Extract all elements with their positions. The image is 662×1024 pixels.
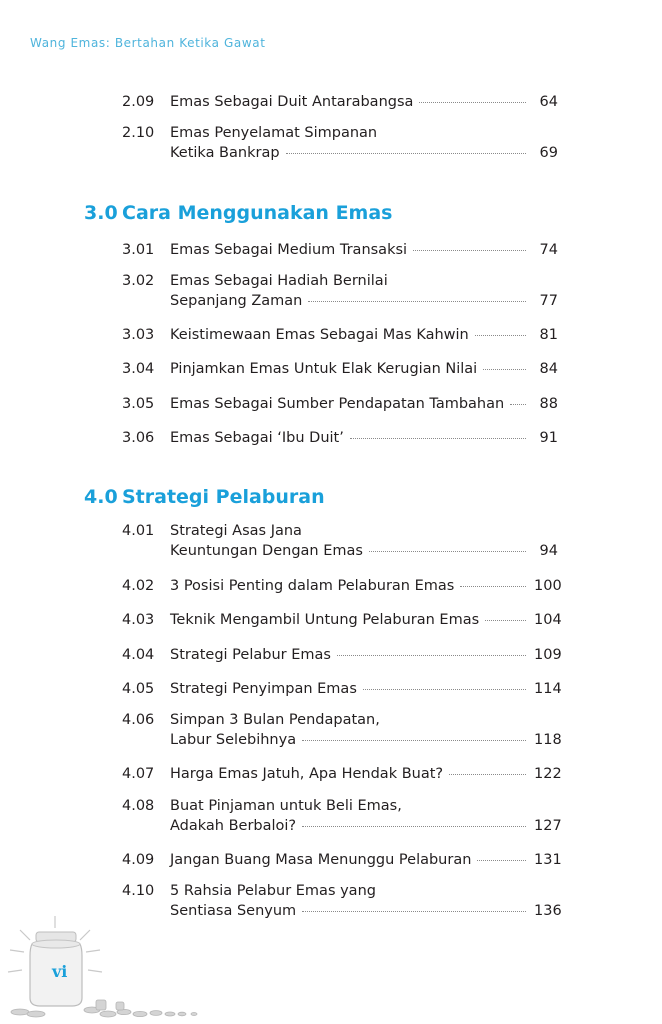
entry-title: Harga Emas Jatuh, Apa Hendak Buat?	[170, 766, 444, 782]
entry-number: 3.05	[122, 396, 155, 412]
entry-title-row	[170, 325, 558, 345]
entry-title-row	[170, 394, 558, 414]
dot-leader	[510, 402, 526, 405]
section-number: 4.0	[84, 486, 118, 508]
dot-leader	[460, 584, 526, 587]
entry-page: 88	[539, 396, 558, 412]
entry-number: 4.10	[122, 883, 155, 899]
entry-title-row	[170, 541, 558, 561]
entry-title: Jangan Buang Masa Menunggu Pelaburan	[170, 852, 472, 868]
section-title: Strategi Pelaburan	[122, 486, 325, 508]
entry-page: 127	[534, 818, 562, 834]
dot-leader	[302, 909, 526, 912]
page-number: vi	[52, 962, 68, 981]
entry-title-row	[170, 645, 562, 665]
entry-page: 91	[539, 430, 558, 446]
entry-title-row	[170, 901, 562, 921]
entry-title: 3 Posisi Penting dalam Pelaburan Emas	[170, 578, 455, 594]
entry-title-row	[170, 143, 558, 163]
entry-number: 3.01	[122, 242, 155, 258]
entry-title-row	[170, 92, 558, 112]
entry-number: 3.04	[122, 361, 155, 377]
entry-title: Emas Sebagai ‘Ibu Duit’	[170, 430, 344, 446]
dot-leader	[477, 858, 526, 861]
entry-page: 81	[539, 327, 558, 343]
entry-title-row	[170, 291, 558, 311]
dot-leader	[449, 772, 526, 775]
dot-leader	[363, 687, 526, 690]
section-number: 3.0	[84, 202, 118, 224]
entry-title: Emas Sebagai Medium Transaksi	[170, 242, 408, 258]
entry-title: Emas Sebagai Sumber Pendapatan Tambahan	[170, 396, 505, 412]
entry-title: Pinjamkan Emas Untuk Elak Kerugian Nilai	[170, 361, 478, 377]
entry-title-row	[170, 679, 562, 699]
running-head: Wang Emas: Bertahan Ketika Gawat	[30, 36, 266, 50]
entry-title: Labur Selebihnya	[170, 732, 297, 748]
entry-title: Sentiasa Senyum	[170, 903, 297, 919]
entry-title: Adakah Berbaloi?	[170, 818, 297, 834]
entry-page: 104	[534, 612, 562, 628]
entry-page: 131	[534, 852, 562, 868]
dot-leader	[369, 549, 526, 552]
dot-leader	[302, 738, 526, 741]
entry-title: Strategi Pelabur Emas	[170, 647, 331, 663]
entry-title-row	[170, 359, 558, 379]
entry-title: Strategi Penyimpan Emas	[170, 681, 357, 697]
coin-jar-icon	[0, 910, 220, 1024]
entry-number: 4.08	[122, 798, 155, 814]
entry-page: 114	[534, 681, 562, 697]
entry-number: 4.07	[122, 766, 155, 782]
dot-leader	[302, 824, 526, 827]
entry-number: 3.02	[122, 273, 155, 289]
entry-title-row	[170, 730, 562, 750]
entry-title-row	[170, 576, 562, 596]
dot-leader	[337, 653, 526, 656]
entry-title: Keistimewaan Emas Sebagai Mas Kahwin	[170, 327, 469, 343]
dot-leader	[286, 151, 526, 154]
entry-number: 2.09	[122, 94, 155, 110]
dot-leader	[419, 100, 526, 103]
entry-page: 64	[539, 94, 558, 110]
entry-title-line: Strategi Asas Jana	[170, 523, 302, 539]
entry-title-line: Emas Sebagai Hadiah Bernilai	[170, 273, 388, 289]
entry-number: 4.06	[122, 712, 155, 728]
entry-number: 4.03	[122, 612, 155, 628]
entry-title-row	[170, 240, 558, 260]
entry-number: 4.04	[122, 647, 155, 663]
section-heading	[84, 486, 325, 508]
entry-title-line: Emas Penyelamat Simpanan	[170, 125, 378, 141]
entry-title: Keuntungan Dengan Emas	[170, 543, 363, 559]
entry-title-row	[170, 816, 562, 836]
section-heading	[84, 202, 392, 224]
entry-page: 136	[534, 903, 562, 919]
entry-page: 84	[539, 361, 558, 377]
dot-leader	[485, 618, 526, 621]
section-title: Cara Menggunakan Emas	[122, 202, 393, 224]
entry-title: Emas Sebagai Duit Antarabangsa	[170, 94, 414, 110]
entry-title: Teknik Mengambil Untung Pelaburan Emas	[170, 612, 480, 628]
entry-page: 122	[534, 766, 562, 782]
dot-leader	[350, 436, 526, 439]
dot-leader	[483, 367, 526, 370]
entry-number: 4.01	[122, 523, 155, 539]
entry-page: 118	[534, 732, 562, 748]
dot-leader	[308, 299, 526, 302]
entry-page: 94	[539, 543, 558, 559]
entry-page: 109	[534, 647, 562, 663]
entry-number: 3.03	[122, 327, 155, 343]
dot-leader	[475, 333, 526, 336]
entry-title: Sepanjang Zaman	[170, 293, 303, 309]
entry-number: 4.09	[122, 852, 155, 868]
entry-number: 4.05	[122, 681, 155, 697]
entry-number: 2.10	[122, 125, 155, 141]
entry-number: 3.06	[122, 430, 155, 446]
entry-page: 100	[534, 578, 562, 594]
entry-title-line: Simpan 3 Bulan Pendapatan,	[170, 712, 380, 728]
entry-title-row	[170, 850, 562, 870]
entry-title-line: 5 Rahsia Pelabur Emas yang	[170, 883, 376, 899]
entry-number: 4.02	[122, 578, 155, 594]
entry-title: Ketika Bankrap	[170, 145, 280, 161]
entry-title-row	[170, 764, 562, 784]
entry-page: 77	[539, 293, 558, 309]
entry-title-row	[170, 610, 562, 630]
entry-page: 74	[539, 242, 558, 258]
entry-title-line: Buat Pinjaman untuk Beli Emas,	[170, 798, 402, 814]
dot-leader	[413, 248, 526, 251]
entry-title-row	[170, 428, 558, 448]
entry-page: 69	[539, 145, 558, 161]
